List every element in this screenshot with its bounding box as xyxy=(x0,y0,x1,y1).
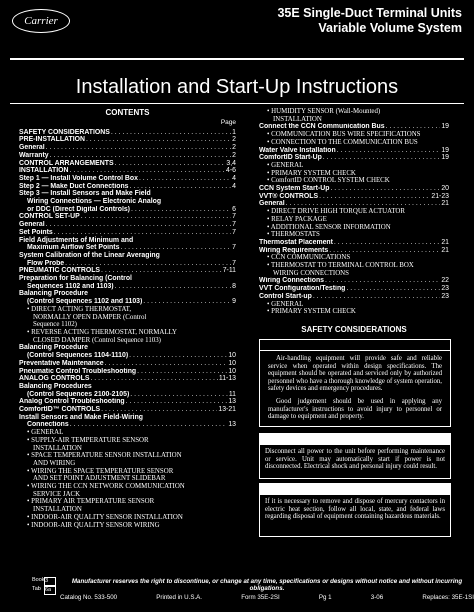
top-rule xyxy=(10,58,464,60)
toc-entry xyxy=(19,283,236,291)
toc-entry-title: Field Adjustments of Minimum and xyxy=(19,236,134,244)
toc-entry xyxy=(19,160,236,168)
toc-leader-dots xyxy=(337,147,441,155)
toc-leader-dots xyxy=(126,398,228,406)
toc-page-number: 2 xyxy=(232,144,236,152)
toc-entry xyxy=(19,213,236,221)
safety-note-paragraph-2: Good judgement should be used in applying any manufacturer's instructions to avoid injury to personnel or damage to equipment and property. xyxy=(268,397,442,421)
toc-entry-title: Water Valve Installation xyxy=(259,146,336,154)
footer xyxy=(60,578,474,601)
toc-leader-dots xyxy=(54,229,231,237)
toc-leader-dots xyxy=(129,352,227,360)
toc-entry xyxy=(259,239,449,247)
toc-page-number: 1 xyxy=(232,128,236,136)
toc-bullet-continuation: Sequence 1102) xyxy=(33,321,77,329)
toc-entry xyxy=(19,183,236,191)
toc-page-number: 7 xyxy=(232,228,236,236)
toc-entry-continuation: Flow Probe xyxy=(27,259,65,267)
toc-bullet-item: • PRIMARY AIR TEMPERATURE SENSOR xyxy=(25,498,236,506)
toc-leader-dots xyxy=(46,221,231,229)
toc-entry-title: PNEUMATIC CONTROLS xyxy=(19,267,101,275)
toc-leader-dots xyxy=(111,129,231,137)
toc-bullet-continuation: AND SET POINT ADJUSTMENT SLIDEBAR xyxy=(33,475,166,483)
toc-entry-continuation: or DDC (Direct Digital Controls) xyxy=(27,205,130,213)
caution-band xyxy=(260,484,450,495)
toc-bullet-item: • SUPPLY-AIR TEMPERATURE SENSOR xyxy=(25,437,236,445)
toc-leader-dots xyxy=(323,154,441,162)
toc-leader-dots xyxy=(115,160,226,168)
toc-entry xyxy=(19,398,236,406)
toc-leader-dots xyxy=(81,213,231,221)
toc-leader-dots xyxy=(286,200,441,208)
toc-leader-dots xyxy=(319,193,430,201)
toc-page-number: 21-23 xyxy=(431,192,449,200)
toc-page-number: 13-21 xyxy=(218,406,236,414)
toc-entry-continuation: Connections xyxy=(27,421,69,429)
toc-leader-dots xyxy=(86,136,231,144)
toc-bullet-item: • PRIMARY SYSTEM CHECK xyxy=(265,170,449,178)
toc-entry-title: ComfortID™ CONTROLS xyxy=(19,406,101,414)
caution-text: If it is necessary to remove and dispose of mercury contactors in electric heat section, follow all local, state, and federal laws regarding disposal of equipment containing hazardous materials. xyxy=(265,498,445,521)
toc-leader-dots xyxy=(70,421,228,429)
toc-entry-title: PRE-INSTALLATION xyxy=(19,136,85,144)
toc-page-number: 2 xyxy=(232,136,236,144)
printed-in: Printed in U.S.A. xyxy=(156,594,203,601)
toc-page-number: 3,4 xyxy=(226,159,236,167)
toc-bullet-continuation: NORMALLY OPEN DAMPER (Control xyxy=(33,313,147,321)
toc-entry-title: General xyxy=(259,200,285,208)
toc-entry-title: Step 1 — Install Volume Control Box xyxy=(19,174,138,182)
toc-leader-dots xyxy=(115,283,232,291)
toc-entry-continuation: (Control Sequences 2100-2105) xyxy=(27,390,130,398)
toc-entry-continuation: Maximum Airflow Set Points xyxy=(27,244,120,252)
toc-page-number: 21 xyxy=(441,246,449,254)
toc-page-number: 8 xyxy=(232,282,236,290)
toc-entry-title: Balancing Procedures xyxy=(19,382,92,390)
toc-entry-title: System Calibration of the Linear Averaging xyxy=(19,251,160,259)
toc-page-number: 11 xyxy=(228,390,236,398)
header-band xyxy=(0,0,474,50)
toc-bullet-item: • GENERAL xyxy=(265,162,449,170)
form-number: Form 35E-2SI xyxy=(241,594,280,601)
toc-entry xyxy=(19,206,236,214)
toc-page-number: 4 xyxy=(232,174,236,182)
safety-note-text xyxy=(260,351,450,421)
book-label: Book xyxy=(32,577,45,583)
toc-entry-title: General xyxy=(19,221,45,229)
toc-bullet-item: • WIRING THE SPACE TEMPERATURE SENSOR xyxy=(25,468,236,476)
safety-note-band xyxy=(260,340,450,351)
toc-bullet-item: • COMMUNICATION BUS WIRE SPECIFICATIONS xyxy=(265,131,449,139)
toc-entry xyxy=(259,200,449,208)
toc-bullet-item: • DIRECT ACTING THERMOSTAT, xyxy=(25,306,236,314)
toc-leader-dots xyxy=(143,298,231,306)
toc-bullet-continuation: SERVICE JACK xyxy=(33,490,81,498)
carrier-logo xyxy=(12,9,70,33)
title-rule xyxy=(10,103,464,104)
toc-page-number: 7-11 xyxy=(222,267,236,275)
toc-page-number: 9 xyxy=(232,298,236,306)
toc-leader-dots xyxy=(330,185,440,193)
toc-entry-continuation: (Control Sequences 1104-1110) xyxy=(27,352,129,360)
contents-right-list xyxy=(259,108,449,316)
toc-entry-title: CCN System Start-Up xyxy=(259,185,330,193)
toc-entry xyxy=(19,421,236,429)
toc-leader-dots xyxy=(130,391,228,399)
book-value: 3 xyxy=(44,577,56,586)
safety-note-paragraph-1: Air-handling equipment will provide safe and reliable service when operated within design specifications. The equipment should be operated and serviced only by authorized personnel who have a thorough knowledge of system operation, safety devices and emergency procedures. xyxy=(268,355,442,393)
toc-page-number: 19 xyxy=(441,154,449,162)
toc-entry-title: General xyxy=(19,144,45,152)
toc-page-number: 10 xyxy=(228,359,236,367)
toc-leader-dots xyxy=(46,144,231,152)
toc-leader-dots xyxy=(90,375,217,383)
toc-leader-dots xyxy=(313,293,441,301)
toc-page-number: 23 xyxy=(441,285,449,293)
toc-leader-dots xyxy=(346,285,440,293)
toc-entry xyxy=(19,136,236,144)
product-title-line-2: Variable Volume System xyxy=(318,21,462,35)
toc-entry-title: SAFETY CONSIDERATIONS xyxy=(19,128,110,136)
toc-bullet-continuation: INSTALLATION xyxy=(33,506,82,514)
tab-value: 6a xyxy=(44,586,56,595)
logo-text: Carrier xyxy=(24,15,58,27)
toc-entry xyxy=(19,144,236,152)
toc-bullet-item: • PRIMARY SYSTEM CHECK xyxy=(265,308,449,316)
toc-page-number: 21 xyxy=(441,238,449,246)
safety-note-box xyxy=(259,339,451,427)
toc-entry xyxy=(19,352,236,360)
toc-page-number: 20 xyxy=(441,185,449,193)
toc-entry xyxy=(19,298,236,306)
safety-heading: SAFETY CONSIDERATIONS xyxy=(301,325,407,334)
toc-entry-title: Wiring Connections xyxy=(259,277,325,285)
toc-entry xyxy=(259,293,449,301)
toc-entry xyxy=(259,147,449,155)
toc-bullet-item: • WIRING THE CCN NETWORK COMMUNICATION xyxy=(25,483,236,491)
product-title-line-1: 35E Single-Duct Terminal Units xyxy=(277,6,462,20)
toc-page-number: 4 xyxy=(232,182,236,190)
toc-entry xyxy=(19,260,236,268)
toc-entry-title: Pneumatic Control Troubleshooting xyxy=(19,367,137,375)
toc-leader-dots xyxy=(70,167,226,175)
toc-entry-title: Thermostat Placement xyxy=(259,238,333,246)
toc-page-number: 7 xyxy=(232,259,236,267)
toc-leader-dots xyxy=(325,277,440,285)
toc-entry xyxy=(19,406,236,414)
toc-entry-title: ANALOG CONTROLS xyxy=(19,375,90,383)
footer-catalog-line xyxy=(60,594,474,601)
toc-leader-dots xyxy=(50,152,232,160)
toc-entry xyxy=(19,221,236,229)
toc-entry xyxy=(259,154,449,162)
toc-leader-dots xyxy=(101,267,222,275)
toc-bullet-item: • DIRECT DRIVE HIGH TORQUE ACTUATOR xyxy=(265,208,449,216)
contents-right-column xyxy=(259,108,449,316)
toc-entry xyxy=(19,391,236,399)
toc-entry-title: VVT® CONTROLS xyxy=(259,192,319,200)
toc-bullet-item: • CONNECTION TO THE COMMUNICATION BUS xyxy=(265,139,449,147)
toc-leader-dots xyxy=(120,244,231,252)
toc-page-number: 11-13 xyxy=(218,375,236,383)
toc-entry-title: INSTALLATION xyxy=(19,167,69,175)
date-code: 3-06 xyxy=(370,594,384,601)
toc-entry-title: Preventative Maintenance xyxy=(19,359,104,367)
catalog-number: Catalog No. 533-500 xyxy=(60,594,118,601)
toc-leader-dots xyxy=(105,360,228,368)
toc-bullet-item: • THERMOSTAT TO TERMINAL CONTROL BOX xyxy=(265,262,449,270)
toc-page-number: 13 xyxy=(228,421,236,429)
toc-page-number: 4-6 xyxy=(226,167,236,175)
toc-bullet-continuation: CLOSED DAMPER (Control Sequence 1103) xyxy=(33,336,161,344)
caution-box xyxy=(259,483,451,537)
toc-bullet-item: • ADDITIONAL SENSOR INFORMATION xyxy=(265,224,449,232)
toc-entry-title: Step 2 — Make Duct Connections xyxy=(19,182,129,190)
toc-bullet-continuation: WIRING CONNECTIONS xyxy=(273,269,349,277)
toc-bullet-item: • ComfortID CONTROL SYSTEM CHECK xyxy=(265,177,449,185)
toc-entry-title: VVT Configuration/Testing xyxy=(259,285,346,293)
toc-entry xyxy=(259,193,449,201)
toc-entry xyxy=(259,123,449,131)
toc-bullet-continuation: INSTALLATION xyxy=(33,444,82,452)
toc-entry-title: Set Points xyxy=(19,228,53,236)
toc-page-number: 7 xyxy=(232,213,236,221)
page-number: Pg 1 xyxy=(318,594,332,601)
toc-page-number: 19 xyxy=(441,146,449,154)
toc-page-number: 13 xyxy=(228,398,236,406)
toc-bullet-item: • INDOOR-AIR QUALITY SENSOR INSTALLATION xyxy=(25,514,236,522)
toc-bullet-item: • THERMOSTATS xyxy=(265,231,449,239)
toc-entry xyxy=(259,185,449,193)
toc-entry xyxy=(19,167,236,175)
toc-entry xyxy=(19,360,236,368)
toc-entry-title: ComfortID Start-Up xyxy=(259,154,322,162)
replaces: Replaces: 35E-1SI xyxy=(422,594,474,601)
toc-bullet-item: • HUMIDITY SENSOR (Wall-Mounted) xyxy=(265,108,449,116)
toc-entry-title: Balancing Procedure xyxy=(19,290,88,298)
toc-leader-dots xyxy=(334,239,440,247)
toc-bullet-continuation: INSTALLATION xyxy=(273,115,322,123)
toc-entry-title: Control Start-up xyxy=(259,292,312,300)
toc-page-number: 7 xyxy=(232,244,236,252)
toc-entry xyxy=(19,375,236,383)
warning-text: Disconnect all power to the unit before performing maintenance or service. Unit may automatically start if power is not disconnected. Electrical shock and personal injury could result. xyxy=(265,448,445,471)
toc-page-number: 10 xyxy=(228,352,236,360)
toc-leader-dots xyxy=(329,247,440,255)
toc-entry-title: Step 3 — Install Sensors and Make Field xyxy=(19,190,151,198)
toc-bullet-item: • CCN COMMUNICATIONS xyxy=(265,254,449,262)
tab-label: Tab xyxy=(32,586,41,592)
toc-entry-continuation: Sequences 1102 and 1103) xyxy=(27,282,114,290)
toc-entry xyxy=(259,247,449,255)
toc-entry-title: Warranty xyxy=(19,151,49,159)
toc-page-number: 7 xyxy=(232,221,236,229)
toc-bullet-item: • INDOOR-AIR QUALITY SENSOR WIRING xyxy=(25,522,236,530)
toc-entry-title: Analog Control Troubleshooting xyxy=(19,398,125,406)
toc-entry xyxy=(19,152,236,160)
toc-leader-dots xyxy=(131,206,231,214)
contents-left-list xyxy=(19,129,236,530)
toc-entry-continuation: (Control Sequences 1102 and 1103) xyxy=(27,298,143,306)
toc-bullet-item: • SPACE TEMPERATURE SENSOR INSTALLATION xyxy=(25,452,236,460)
toc-entry-title: Install Sensors and Make Field-Wiring xyxy=(19,413,143,421)
toc-entry-title: Connect the CCN Communication Bus xyxy=(259,123,385,131)
toc-entry xyxy=(19,267,236,275)
toc-bullet-item: • GENERAL xyxy=(25,429,236,437)
toc-entry-title: CONTROL ARRANGEMENTS xyxy=(19,159,114,167)
warning-band xyxy=(260,434,450,445)
contents-heading: CONTENTS xyxy=(105,108,150,117)
toc-entry-title: Preparation for Balancing (Control xyxy=(19,275,132,283)
toc-bullet-item: • GENERAL xyxy=(265,301,449,309)
toc-bullet-item: • REVERSE ACTING THERMOSTAT, NORMALLY xyxy=(25,329,236,337)
toc-bullet-continuation: AND WIRING xyxy=(33,459,76,467)
toc-page-number: 19 xyxy=(441,123,449,131)
toc-page-number: 21 xyxy=(441,200,449,208)
toc-entry xyxy=(19,129,236,137)
toc-entry xyxy=(259,285,449,293)
toc-leader-dots xyxy=(65,260,231,268)
toc-leader-dots xyxy=(130,183,232,191)
toc-entry xyxy=(19,368,236,376)
footer-disclaimer: Manufacturer reserves the right to discontinue, or change at any time, specifications or designs without notice and without incurring obligations. xyxy=(71,578,463,592)
toc-page-number: 2 xyxy=(232,151,236,159)
toc-leader-dots xyxy=(386,123,441,131)
toc-entry-title: Wiring Requirements xyxy=(259,246,329,254)
page-column-label: Page xyxy=(220,119,236,126)
toc-entry-title: Balancing Procedure xyxy=(19,344,88,352)
toc-entry xyxy=(259,277,449,285)
toc-leader-dots xyxy=(101,406,217,414)
contents-left-column xyxy=(19,108,236,529)
toc-entry xyxy=(19,244,236,252)
toc-entry xyxy=(19,175,236,183)
toc-entry xyxy=(19,229,236,237)
document-title: Installation and Start-Up Instructions xyxy=(75,76,399,98)
toc-leader-dots xyxy=(137,368,227,376)
toc-page-number: 6 xyxy=(232,205,236,213)
warning-box xyxy=(259,433,451,479)
toc-bullet-item: • RELAY PACKAGE xyxy=(265,216,449,224)
toc-page-number: 23 xyxy=(441,292,449,300)
toc-page-number: 22 xyxy=(441,277,449,285)
toc-entry-title: CONTROL SET-UP xyxy=(19,213,80,221)
toc-leader-dots xyxy=(139,175,231,183)
book-tab-index xyxy=(32,577,58,599)
toc-entry-continuation: Wiring Connections — Electronic Analog xyxy=(27,198,162,206)
toc-page-number: 10 xyxy=(228,367,236,375)
